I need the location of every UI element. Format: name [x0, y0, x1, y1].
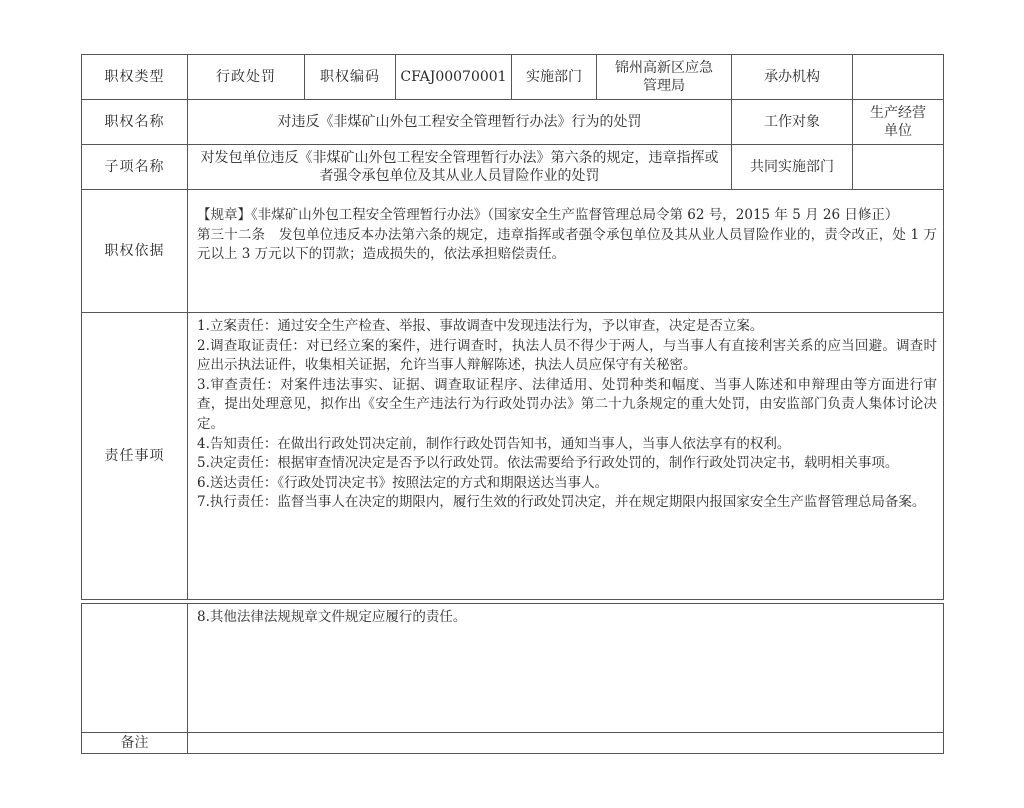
type-value: 行政处罚	[187, 54, 305, 100]
joint-dept-value	[852, 144, 944, 190]
duty-item: 1.立案责任：通过安全生产检查、举报、事故调查中发现违法行为，予以审查，决定是否立案。	[197, 318, 764, 334]
duties-content	[187, 312, 944, 600]
target-label: 工作对象	[731, 99, 853, 145]
type-label: 职权类型	[81, 54, 188, 100]
duty-item: 7.执行责任：监督当事人在决定的期限内，履行生效的行政处罚决定，并在规定期限内报国家安全生产监督管理总局备案。	[197, 494, 926, 511]
basis-regulation: 【规章】《非煤矿山外包工程安全管理暂行办法》（国家安全生产监督管理总局令第 62 号，2015 年 5 月 26 日修正）	[197, 207, 899, 223]
subitem-label: 子项名称	[81, 144, 188, 190]
code-label: 职权编码	[304, 54, 396, 100]
basis-article: 第三十二条 发包单位违反本办法第六条的规定，违章指挥或者强令承包单位及其从业人员冒险作业的，责令改正，处 1 万元以上 3 万元以下的罚款；造成损失的，依法承担赔偿责任。	[197, 226, 937, 263]
duties-label: 责任事项	[81, 312, 188, 600]
basis-content	[187, 189, 944, 313]
duty-item: 3.审查责任：对案件违法事实、证据、调查取证程序、法律适用、处罚种类和幅度、当事人陈述和申辩理由等方面进行审查，提出处理意见，拟作出《安全生产违法行为行政处罚办法》第二十九条规定的重大处罚，由安监部门负责人集体讨论决定。	[197, 376, 937, 432]
basis-label: 职权依据	[81, 189, 188, 313]
agency-label: 承办机构	[731, 54, 853, 100]
target-value: 生产经营单位	[852, 99, 944, 145]
code-value: CFAJ00070001	[395, 54, 512, 100]
duties-continued-label	[81, 603, 188, 733]
remarks-label: 备注	[81, 732, 188, 754]
joint-dept-label: 共同实施部门	[731, 144, 853, 190]
duty-item: 2.调查取证责任：对已经立案的案件，进行调查时，执法人员不得少于两人，与当事人有直接利害关系的应当回避。调查时应出示执法证件，收集相关证据，允许当事人辩解陈述，执法人员应保守有关秘密。	[197, 337, 937, 374]
name-label: 职权名称	[81, 99, 188, 145]
name-value: 对违反《非煤矿山外包工程安全管理暂行办法》行为的处罚	[187, 99, 732, 145]
subitem-value: 对发包单位违反《非煤矿山外包工程安全管理暂行办法》第六条的规定，违章指挥或者强令承包单位及其从业人员冒险作业的处罚	[187, 144, 732, 190]
duty-item: 6.送达责任：《行政处罚决定书》按照法定的方式和期限送达当事人。	[197, 474, 609, 491]
duty-item: 4.告知责任：在做出行政处罚决定前，制作行政处罚告知书，通知当事人，当事人依法享有的权利。	[197, 435, 791, 452]
remarks-value	[187, 732, 944, 754]
duties-continued-content	[187, 603, 944, 733]
dept-label: 实施部门	[511, 54, 597, 100]
duty-item: 5.决定责任：根据审查情况决定是否予以行政处罚。依法需要给予行政处罚的，制作行政处罚决定书，载明相关事项。	[197, 455, 899, 472]
agency-value	[852, 54, 944, 100]
dept-value: 锦州高新区应急管理局	[596, 54, 732, 100]
duty-item-other: 8.其他法律法规规章文件规定应履行的责任。	[197, 609, 467, 625]
